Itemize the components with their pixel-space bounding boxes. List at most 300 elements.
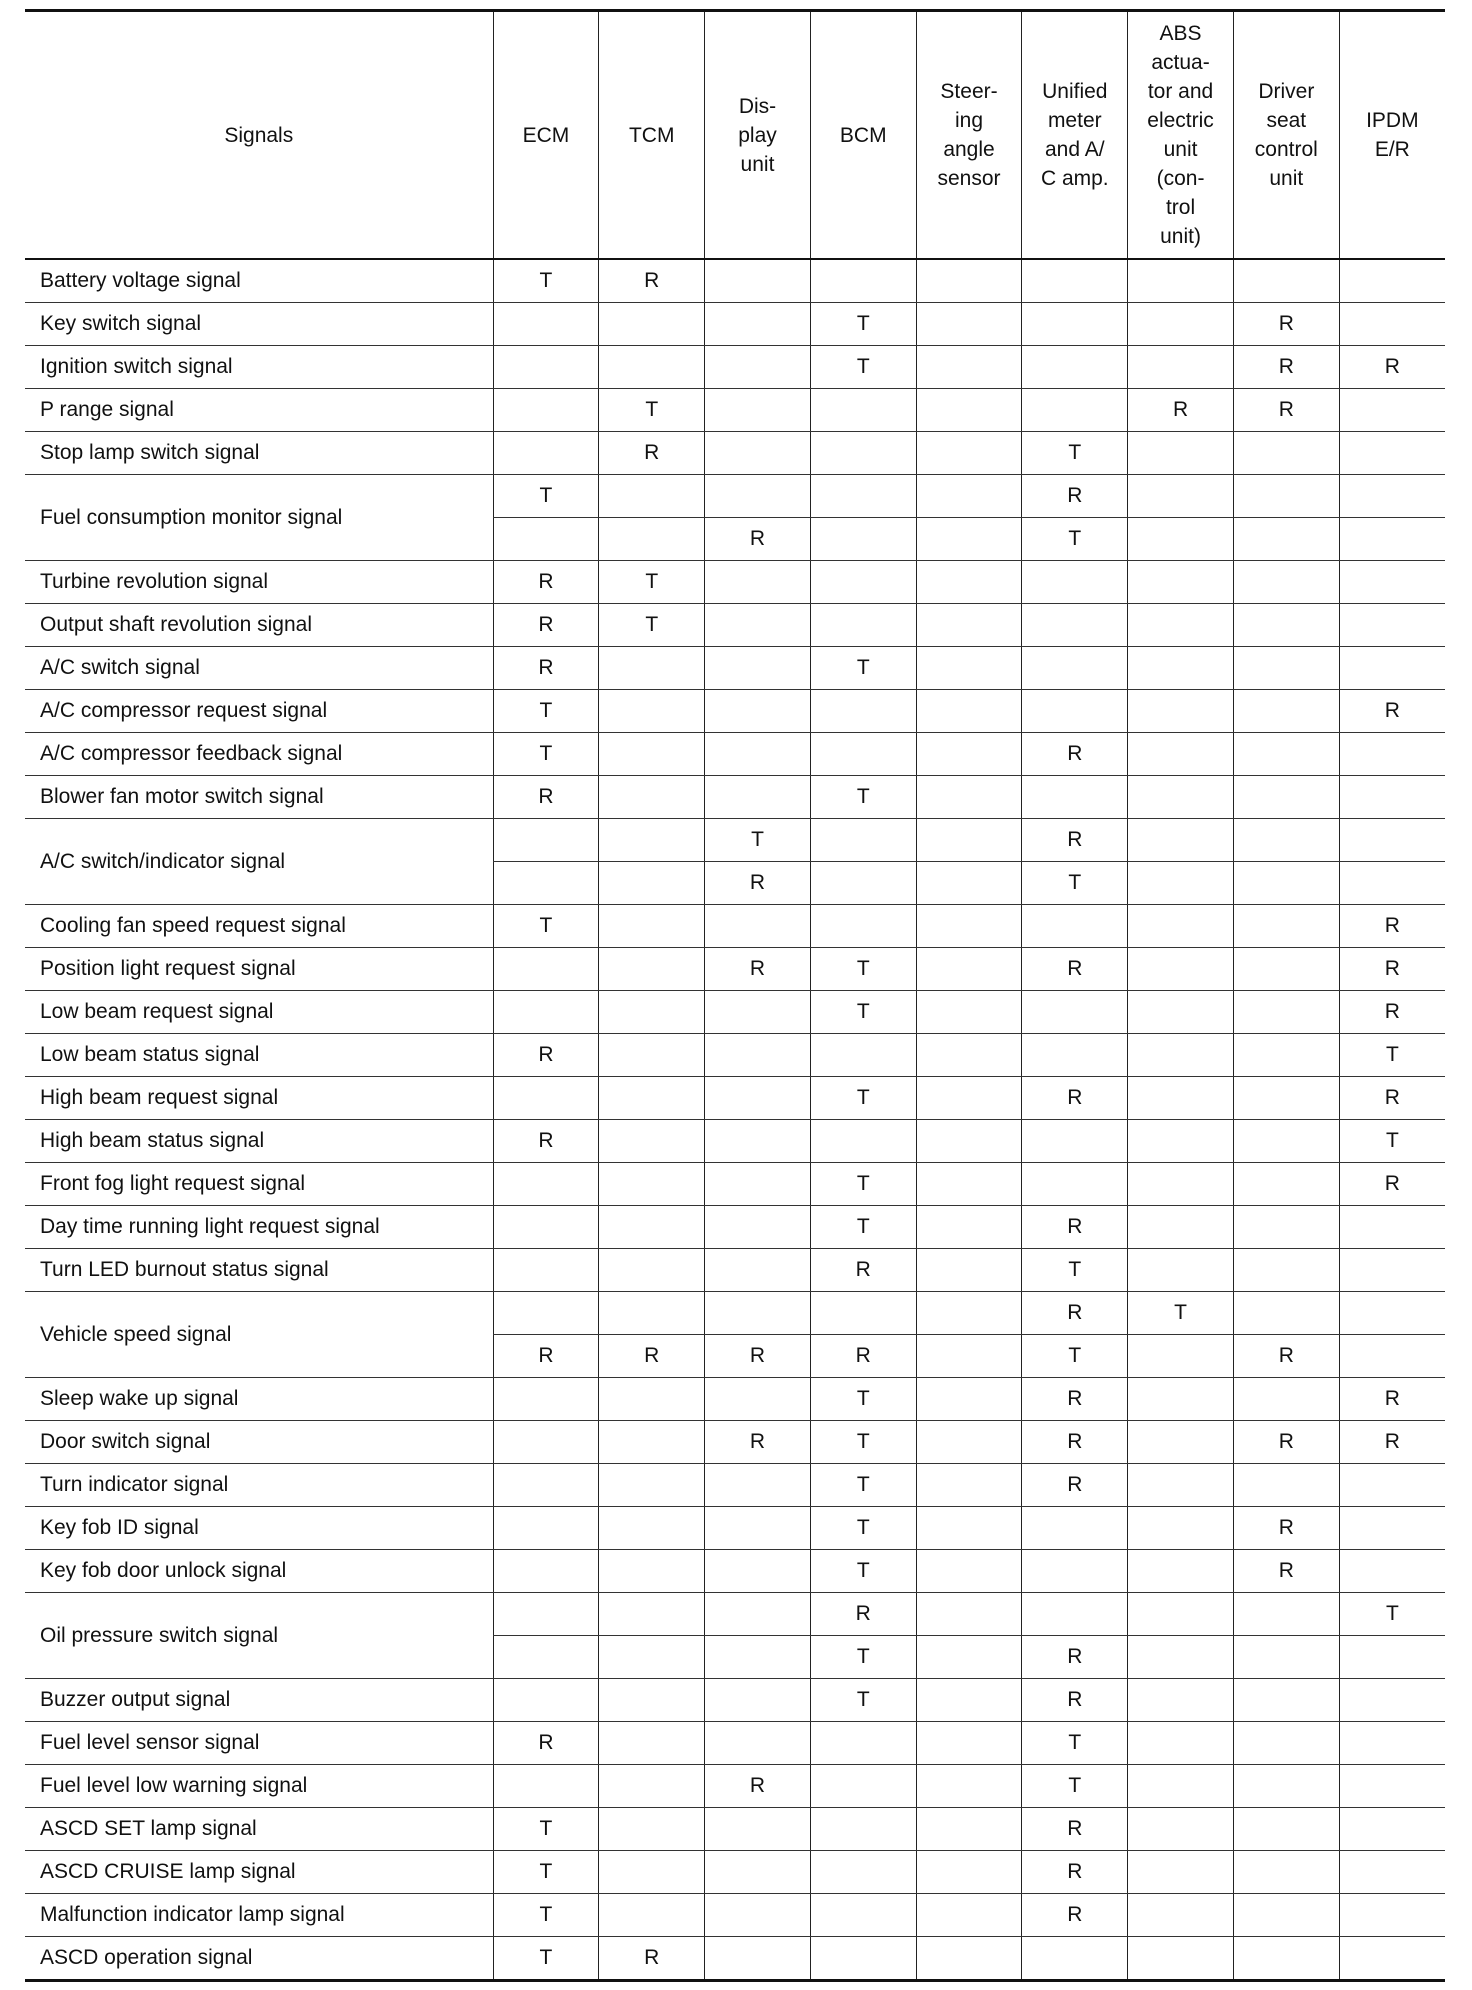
signal-cell: T xyxy=(493,475,599,518)
signal-name: Sleep wake up signal xyxy=(25,1378,493,1421)
signal-cell xyxy=(810,518,916,561)
signal-cell xyxy=(599,1679,705,1722)
signal-cell xyxy=(916,733,1022,776)
signal-cell: R xyxy=(599,432,705,475)
signal-cell: R xyxy=(493,647,599,690)
signal-cell xyxy=(916,1851,1022,1894)
signal-cell xyxy=(705,1034,811,1077)
signal-cell xyxy=(493,1163,599,1206)
signal-cell xyxy=(1128,1077,1234,1120)
signal-cell: R xyxy=(493,561,599,604)
signal-cell xyxy=(1128,776,1234,819)
signal-cell: R xyxy=(705,1421,811,1464)
signal-cell xyxy=(599,1034,705,1077)
signal-name: ASCD operation signal xyxy=(25,1937,493,1981)
signal-name: A/C switch/indicator signal xyxy=(25,819,493,905)
signal-cell xyxy=(1128,346,1234,389)
signal-cell xyxy=(493,432,599,475)
signal-cell xyxy=(1339,432,1445,475)
signal-cell xyxy=(1233,561,1339,604)
signal-cell xyxy=(1022,1120,1128,1163)
signal-name: Low beam status signal xyxy=(25,1034,493,1077)
signal-cell xyxy=(1233,1593,1339,1636)
signal-cell xyxy=(1233,1851,1339,1894)
signal-cell: R xyxy=(1022,1679,1128,1722)
table-row xyxy=(25,475,1445,518)
signal-cell xyxy=(916,389,1022,432)
signal-cell xyxy=(493,948,599,991)
signal-cell: T xyxy=(1339,1593,1445,1636)
signal-cell xyxy=(705,1894,811,1937)
signal-cell xyxy=(810,1722,916,1765)
signal-cell xyxy=(1128,1765,1234,1808)
signal-cell: T xyxy=(810,1378,916,1421)
signal-name: Malfunction indicator lamp signal xyxy=(25,1894,493,1937)
signal-cell xyxy=(1022,259,1128,303)
signal-cell xyxy=(1022,1034,1128,1077)
signal-cell xyxy=(1233,1636,1339,1679)
signal-cell xyxy=(916,1335,1022,1378)
header-row xyxy=(25,11,1445,260)
signal-cell xyxy=(705,1550,811,1593)
signal-cell xyxy=(599,1851,705,1894)
signal-cell xyxy=(1128,1636,1234,1679)
signal-cell xyxy=(1233,776,1339,819)
signal-cell xyxy=(916,1894,1022,1937)
signal-cell xyxy=(599,948,705,991)
signal-cell xyxy=(1233,1378,1339,1421)
signal-cell xyxy=(705,1851,811,1894)
signal-cell xyxy=(1233,733,1339,776)
table-row xyxy=(25,1077,1445,1120)
signal-cell: T xyxy=(1128,1292,1234,1335)
signal-cell: R xyxy=(1339,346,1445,389)
signal-cell xyxy=(1339,1335,1445,1378)
signal-cell xyxy=(1339,1894,1445,1937)
signal-cell xyxy=(1339,389,1445,432)
signal-cell xyxy=(1339,1292,1445,1335)
signal-name: ASCD SET lamp signal xyxy=(25,1808,493,1851)
signal-cell xyxy=(810,604,916,647)
signal-name: Stop lamp switch signal xyxy=(25,432,493,475)
signal-cell: R xyxy=(493,776,599,819)
signal-cell xyxy=(493,518,599,561)
table-row xyxy=(25,1679,1445,1722)
signal-cell xyxy=(1233,862,1339,905)
signal-cell: R xyxy=(1233,346,1339,389)
signal-cell: R xyxy=(1233,1335,1339,1378)
table-row xyxy=(25,259,1445,303)
signal-cell xyxy=(599,518,705,561)
signal-cell: T xyxy=(810,647,916,690)
signal-cell: R xyxy=(1339,991,1445,1034)
signal-cell xyxy=(1128,604,1234,647)
signal-cell xyxy=(916,1937,1022,1981)
signal-cell xyxy=(1022,604,1128,647)
signal-name: A/C compressor feedback signal xyxy=(25,733,493,776)
signal-cell xyxy=(916,1034,1022,1077)
signal-cell: T xyxy=(493,1894,599,1937)
signal-cell: R xyxy=(1339,1421,1445,1464)
signal-cell xyxy=(705,733,811,776)
signal-name: Fuel consumption monitor signal xyxy=(25,475,493,561)
signal-cell xyxy=(1022,1937,1128,1981)
signal-cell: R xyxy=(1339,1077,1445,1120)
signal-cell: R xyxy=(810,1249,916,1292)
table-row xyxy=(25,1206,1445,1249)
signal-cell xyxy=(810,1894,916,1937)
signal-cell xyxy=(599,1206,705,1249)
signal-name: Fuel level low warning signal xyxy=(25,1765,493,1808)
signal-cell xyxy=(916,1593,1022,1636)
signal-cell xyxy=(1022,905,1128,948)
signal-cell xyxy=(1128,1034,1234,1077)
signal-cell: T xyxy=(493,1937,599,1981)
signal-cell xyxy=(1128,991,1234,1034)
signal-cell xyxy=(599,1378,705,1421)
signal-cell xyxy=(705,1077,811,1120)
signal-cell: T xyxy=(810,1679,916,1722)
signal-cell xyxy=(810,819,916,862)
signal-cell xyxy=(1128,518,1234,561)
signal-cell xyxy=(1339,1679,1445,1722)
signal-cell xyxy=(493,1421,599,1464)
signal-cell: T xyxy=(1022,518,1128,561)
signal-name: P range signal xyxy=(25,389,493,432)
signal-cell xyxy=(1339,1937,1445,1981)
signal-cell xyxy=(705,776,811,819)
signal-cell xyxy=(705,1249,811,1292)
header-tcm: TCM xyxy=(599,11,705,260)
signal-cell xyxy=(705,1378,811,1421)
signal-cell xyxy=(1128,1679,1234,1722)
signal-cell xyxy=(916,1077,1022,1120)
can-signal-chart xyxy=(25,9,1445,1982)
table-row xyxy=(25,1034,1445,1077)
signal-cell xyxy=(705,1679,811,1722)
signal-cell xyxy=(1339,1851,1445,1894)
signal-cell xyxy=(916,259,1022,303)
signal-cell xyxy=(493,1636,599,1679)
signal-cell xyxy=(916,776,1022,819)
signal-name: Oil pressure switch signal xyxy=(25,1593,493,1679)
signal-name: A/C compressor request signal xyxy=(25,690,493,733)
signal-cell xyxy=(1233,1722,1339,1765)
signal-cell xyxy=(810,1034,916,1077)
signal-cell: R xyxy=(599,259,705,303)
signal-cell: R xyxy=(705,948,811,991)
signal-cell: R xyxy=(599,1937,705,1981)
signal-cell xyxy=(1022,389,1128,432)
signal-cell xyxy=(1339,604,1445,647)
signal-name: Turn LED burnout status signal xyxy=(25,1249,493,1292)
signal-cell xyxy=(1233,1464,1339,1507)
signal-cell: T xyxy=(599,604,705,647)
signal-cell xyxy=(916,1163,1022,1206)
signal-cell: R xyxy=(1339,1378,1445,1421)
signal-cell: T xyxy=(1022,1765,1128,1808)
signal-cell: R xyxy=(493,1034,599,1077)
signal-cell xyxy=(493,1378,599,1421)
signal-cell xyxy=(599,819,705,862)
signal-cell: R xyxy=(493,1120,599,1163)
table-row xyxy=(25,647,1445,690)
signal-cell xyxy=(599,303,705,346)
signal-cell: T xyxy=(1022,862,1128,905)
header-ecm: ECM xyxy=(493,11,599,260)
signal-cell xyxy=(916,1206,1022,1249)
signal-cell xyxy=(810,862,916,905)
header-steering-angle-sensor: Steer- ing angle sensor xyxy=(916,11,1022,260)
signal-cell xyxy=(705,1593,811,1636)
signal-cell xyxy=(705,1163,811,1206)
signal-cell xyxy=(1128,561,1234,604)
signal-cell: T xyxy=(810,991,916,1034)
signal-cell: R xyxy=(1022,1851,1128,1894)
signal-cell: R xyxy=(1022,1077,1128,1120)
signal-cell xyxy=(916,991,1022,1034)
signal-cell xyxy=(1128,475,1234,518)
signal-cell xyxy=(1339,1808,1445,1851)
signal-cell xyxy=(810,1292,916,1335)
signal-cell xyxy=(493,1249,599,1292)
signal-cell xyxy=(1339,259,1445,303)
signal-cell xyxy=(1128,690,1234,733)
signal-cell xyxy=(1128,1335,1234,1378)
signal-cell xyxy=(1128,1206,1234,1249)
signal-cell xyxy=(916,432,1022,475)
signal-cell xyxy=(493,1206,599,1249)
signal-name: Battery voltage signal xyxy=(25,259,493,303)
signal-cell xyxy=(810,733,916,776)
table-row xyxy=(25,389,1445,432)
signal-cell xyxy=(1233,1808,1339,1851)
signal-cell xyxy=(810,561,916,604)
signal-cell xyxy=(1233,1765,1339,1808)
table-row xyxy=(25,1808,1445,1851)
signal-name: Day time running light request signal xyxy=(25,1206,493,1249)
signal-cell xyxy=(1128,1593,1234,1636)
table-row xyxy=(25,1249,1445,1292)
signal-name: Key switch signal xyxy=(25,303,493,346)
signal-cell xyxy=(1022,1163,1128,1206)
table-row xyxy=(25,1163,1445,1206)
table-row xyxy=(25,1937,1445,1981)
signal-cell xyxy=(1339,1464,1445,1507)
signal-cell xyxy=(705,303,811,346)
signal-cell xyxy=(599,905,705,948)
signal-cell xyxy=(1128,948,1234,991)
signal-name: High beam request signal xyxy=(25,1077,493,1120)
signal-name: Blower fan motor switch signal xyxy=(25,776,493,819)
header-driver-seat-control-unit: Driver seat control unit xyxy=(1233,11,1339,260)
signal-cell: T xyxy=(599,561,705,604)
signal-cell xyxy=(1128,1249,1234,1292)
table-row xyxy=(25,991,1445,1034)
signal-cell xyxy=(1022,991,1128,1034)
signal-cell xyxy=(599,1077,705,1120)
signal-cell xyxy=(705,647,811,690)
signal-cell xyxy=(493,1593,599,1636)
signal-cell xyxy=(1022,303,1128,346)
signal-cell xyxy=(1339,862,1445,905)
signal-cell: R xyxy=(1339,690,1445,733)
signal-cell xyxy=(1128,819,1234,862)
signal-cell xyxy=(599,862,705,905)
signal-cell xyxy=(1233,1120,1339,1163)
signal-cell xyxy=(1339,1550,1445,1593)
signal-cell xyxy=(1128,1120,1234,1163)
signal-cell xyxy=(599,1894,705,1937)
table-row xyxy=(25,948,1445,991)
signal-cell xyxy=(705,1292,811,1335)
signal-cell xyxy=(705,259,811,303)
signal-cell xyxy=(705,389,811,432)
signal-cell xyxy=(705,1636,811,1679)
signal-cell xyxy=(1233,1206,1339,1249)
table-row xyxy=(25,1851,1445,1894)
signal-cell xyxy=(810,1851,916,1894)
signal-cell xyxy=(1128,1808,1234,1851)
table-row xyxy=(25,604,1445,647)
signal-cell xyxy=(916,1421,1022,1464)
signal-cell xyxy=(1233,948,1339,991)
signal-cell xyxy=(1022,1507,1128,1550)
signal-cell: R xyxy=(493,1335,599,1378)
signal-cell xyxy=(916,561,1022,604)
signal-cell xyxy=(705,1507,811,1550)
signal-cell: R xyxy=(1339,948,1445,991)
signal-name: Turn indicator signal xyxy=(25,1464,493,1507)
signal-cell xyxy=(1339,1636,1445,1679)
signal-cell: R xyxy=(705,862,811,905)
signal-cell: T xyxy=(810,1206,916,1249)
signal-cell: R xyxy=(705,1335,811,1378)
signal-cell xyxy=(1022,647,1128,690)
table-row xyxy=(25,1593,1445,1636)
signal-cell xyxy=(1128,1421,1234,1464)
signal-cell xyxy=(810,690,916,733)
signal-cell xyxy=(916,690,1022,733)
signal-cell xyxy=(916,862,1022,905)
signal-cell xyxy=(1233,1679,1339,1722)
signal-name: Ignition switch signal xyxy=(25,346,493,389)
signal-cell xyxy=(916,1464,1022,1507)
signal-cell: R xyxy=(493,604,599,647)
signal-cell xyxy=(599,1765,705,1808)
signal-cell: R xyxy=(1022,819,1128,862)
signal-cell xyxy=(599,733,705,776)
signal-cell xyxy=(1233,1163,1339,1206)
signal-cell xyxy=(916,647,1022,690)
signal-cell xyxy=(1022,1550,1128,1593)
signal-cell xyxy=(599,1593,705,1636)
signal-cell xyxy=(916,1507,1022,1550)
signal-cell xyxy=(1233,1077,1339,1120)
signal-cell xyxy=(599,991,705,1034)
signal-name: Buzzer output signal xyxy=(25,1679,493,1722)
signal-cell: R xyxy=(1339,1163,1445,1206)
header-bcm: BCM xyxy=(810,11,916,260)
signal-cell xyxy=(1128,1378,1234,1421)
table-row xyxy=(25,346,1445,389)
table-row xyxy=(25,1550,1445,1593)
signal-cell xyxy=(599,1163,705,1206)
signal-name: Cooling fan speed request signal xyxy=(25,905,493,948)
signal-cell xyxy=(1233,690,1339,733)
signal-cell xyxy=(705,1206,811,1249)
signal-cell xyxy=(1339,1722,1445,1765)
signal-cell xyxy=(493,1550,599,1593)
signal-cell: T xyxy=(493,1851,599,1894)
signal-cell: R xyxy=(1022,1378,1128,1421)
header-ipdm-er: IPDM E/R xyxy=(1339,11,1445,260)
signal-cell xyxy=(1339,1206,1445,1249)
signal-cell: T xyxy=(1022,432,1128,475)
signal-cell xyxy=(1128,1163,1234,1206)
signal-cell: T xyxy=(493,1808,599,1851)
signal-cell xyxy=(599,690,705,733)
table-row xyxy=(25,905,1445,948)
signal-cell xyxy=(1233,905,1339,948)
signal-cell xyxy=(916,475,1022,518)
signal-cell xyxy=(599,1120,705,1163)
signal-cell xyxy=(1022,346,1128,389)
signal-cell xyxy=(705,905,811,948)
signal-cell: R xyxy=(599,1335,705,1378)
signal-cell xyxy=(916,948,1022,991)
signal-cell xyxy=(916,1636,1022,1679)
signal-cell xyxy=(599,1636,705,1679)
table-row xyxy=(25,561,1445,604)
signal-cell xyxy=(916,1378,1022,1421)
signal-cell xyxy=(1339,647,1445,690)
signal-cell xyxy=(1128,1851,1234,1894)
signal-cell xyxy=(1233,1249,1339,1292)
signal-cell xyxy=(1233,432,1339,475)
signal-name: Vehicle speed signal xyxy=(25,1292,493,1378)
signal-name: Position light request signal xyxy=(25,948,493,991)
signal-cell xyxy=(599,647,705,690)
signal-cell: T xyxy=(810,1163,916,1206)
table-row xyxy=(25,1722,1445,1765)
signal-cell xyxy=(1233,259,1339,303)
signal-cell xyxy=(493,1292,599,1335)
signal-cell xyxy=(493,1507,599,1550)
signal-cell xyxy=(1233,1034,1339,1077)
table-body xyxy=(25,259,1445,1981)
signal-cell: R xyxy=(1022,1421,1128,1464)
signal-cell: R xyxy=(1339,905,1445,948)
signal-cell xyxy=(916,1249,1022,1292)
signal-cell: T xyxy=(810,1550,916,1593)
signal-cell: T xyxy=(493,690,599,733)
signal-cell xyxy=(599,346,705,389)
signal-cell: R xyxy=(1022,1292,1128,1335)
signal-cell xyxy=(705,690,811,733)
signal-cell xyxy=(1128,905,1234,948)
signal-cell xyxy=(493,1464,599,1507)
signal-cell xyxy=(493,303,599,346)
signal-cell: R xyxy=(1128,389,1234,432)
table-header xyxy=(25,11,1445,260)
signal-cell xyxy=(810,1765,916,1808)
signal-name: Low beam request signal xyxy=(25,991,493,1034)
signal-cell xyxy=(810,1937,916,1981)
table-row xyxy=(25,690,1445,733)
signal-cell xyxy=(810,259,916,303)
signal-cell xyxy=(493,1077,599,1120)
